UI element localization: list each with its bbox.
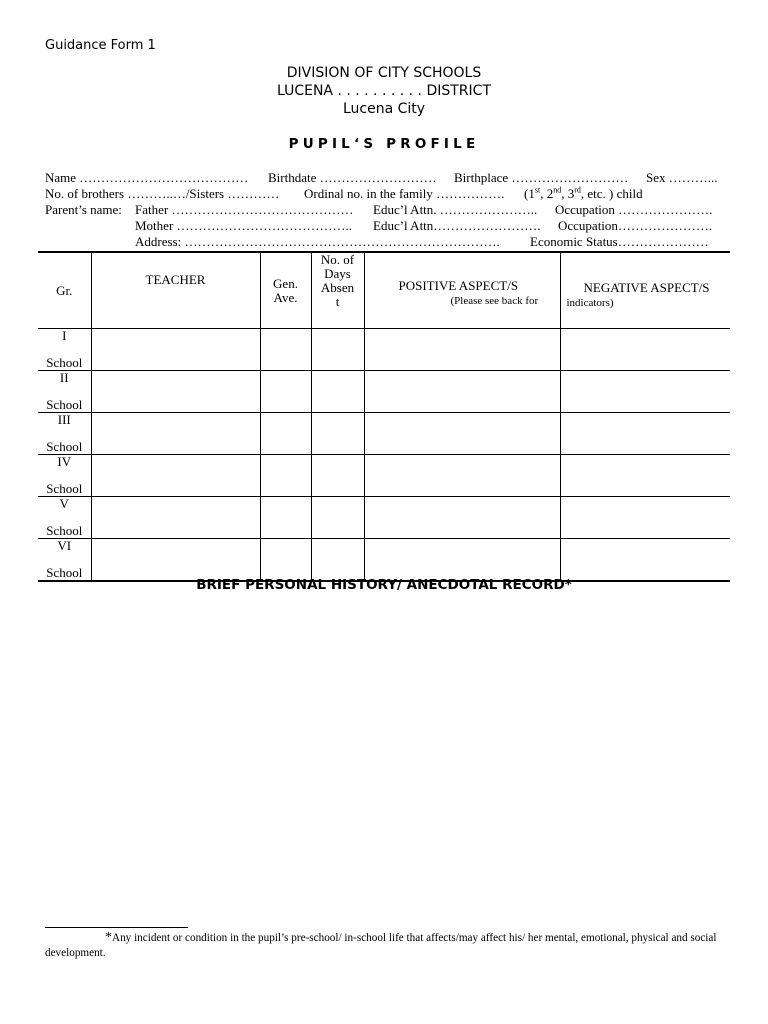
header-city: Lucena City — [342, 101, 426, 117]
negative-aspects-cell[interactable] — [560, 371, 730, 413]
negative-aspects-cell[interactable] — [560, 455, 730, 497]
grade-label: IV — [57, 454, 72, 469]
gen-ave-header — [260, 252, 311, 329]
grade-label: VI — [57, 538, 72, 553]
days-absent-cell[interactable] — [311, 329, 364, 371]
days-absent-header — [311, 252, 364, 329]
gen-ave-cell[interactable] — [260, 455, 311, 497]
negative-aspects-cell[interactable] — [560, 413, 730, 455]
gen-ave-cell[interactable] — [260, 371, 311, 413]
positive-aspects-header — [364, 252, 560, 329]
teacher-cell[interactable] — [91, 329, 260, 371]
grades-table — [38, 251, 730, 582]
table-row — [38, 455, 730, 497]
negative-aspects-cell[interactable] — [560, 539, 730, 582]
positive-aspects-cell[interactable] — [364, 371, 560, 413]
sex-field[interactable]: Sex ………... — [646, 170, 718, 185]
teacher-cell[interactable] — [91, 539, 260, 582]
teacher-header — [91, 252, 260, 329]
days-absent-cell[interactable] — [311, 413, 364, 455]
address-field[interactable]: Address: ………………………………………………………………. — [135, 234, 500, 249]
grade-cell — [38, 371, 91, 413]
page-title: PUPIL‘S PROFILE — [288, 136, 480, 152]
school-label: School — [46, 565, 83, 580]
school-label: School — [46, 481, 83, 496]
days-absent-cell[interactable] — [311, 455, 364, 497]
teacher-cell[interactable] — [91, 455, 260, 497]
grade-cell — [38, 497, 91, 539]
grade-label: III — [57, 412, 71, 427]
footnote-divider — [45, 927, 188, 928]
footnote-asterisk: * — [105, 930, 112, 945]
teacher-cell[interactable] — [91, 371, 260, 413]
grade-cell — [38, 539, 91, 582]
footnote-text: Any incident or condition in the pupil’s pre-school/ in-school life that affects/may affect his/ her mental, emotional, physical and social development. — [45, 932, 717, 959]
grade-label: II — [59, 370, 69, 385]
days-label-3: Absen — [320, 280, 355, 295]
days-absent-cell[interactable] — [311, 539, 364, 582]
gen-ave-cell[interactable] — [260, 539, 311, 582]
days-absent-cell[interactable] — [311, 497, 364, 539]
negative-aspects-note: indicators) — [566, 297, 614, 309]
footnote — [45, 930, 725, 961]
header-division: DIVISION OF CITY SCHOOLS — [286, 65, 482, 81]
birthplace-field[interactable]: Birthplace ……………………… — [454, 170, 629, 185]
negative-aspects-cell[interactable] — [560, 497, 730, 539]
negative-aspects-label: NEGATIVE ASPECT/S — [583, 280, 710, 295]
teacher-cell[interactable] — [91, 497, 260, 539]
siblings-field[interactable]: No. of brothers ………..…/Sisters ………… — [45, 186, 280, 201]
school-label: School — [46, 397, 83, 412]
positive-aspects-label: POSITIVE ASPECT/S — [398, 278, 519, 293]
grade-label: V — [59, 496, 69, 511]
days-label-4: t — [335, 294, 340, 309]
anecdotal-record-title: BRIEF PERSONAL HISTORY/ ANECDOTAL RECORD* — [196, 577, 572, 593]
days-label-2: Days — [324, 266, 351, 281]
ordinal-examples: (1st, 2nd, 3rd, etc. ) child — [524, 185, 643, 201]
table-row — [38, 329, 730, 371]
father-occupation-field[interactable]: Occupation …………………. — [555, 202, 713, 217]
table-row — [38, 413, 730, 455]
school-label: School — [46, 439, 83, 454]
parents-label: Parent’s name: — [45, 202, 122, 217]
gen-ave-cell[interactable] — [260, 329, 311, 371]
positive-aspects-cell[interactable] — [364, 413, 560, 455]
name-field[interactable]: Name ………………………………… — [45, 170, 249, 185]
grade-header — [38, 252, 91, 329]
grade-cell — [38, 329, 91, 371]
mother-occupation-field[interactable]: Occupation…………………. — [558, 218, 713, 233]
teacher-header-label: TEACHER — [145, 272, 206, 287]
father-educ-field[interactable]: Educ’l Attn. ………………….. — [373, 202, 538, 217]
days-label-1: No. of — [320, 252, 355, 267]
school-label: School — [46, 355, 83, 370]
grade-cell — [38, 455, 91, 497]
teacher-cell[interactable] — [91, 413, 260, 455]
birthdate-field[interactable]: Birthdate ……………………… — [268, 170, 437, 185]
table-header-row — [38, 252, 730, 329]
economic-status-field[interactable]: Economic Status………………… — [530, 234, 709, 249]
negative-aspects-header — [560, 252, 730, 329]
gen-ave-label-2: Ave. — [273, 289, 298, 305]
gen-ave-label-1: Gen. — [273, 275, 298, 291]
grade-label: I — [62, 328, 67, 343]
days-absent-cell[interactable] — [311, 371, 364, 413]
gen-ave-cell[interactable] — [260, 497, 311, 539]
form-number: Guidance Form 1 — [45, 38, 156, 53]
table-row — [38, 497, 730, 539]
table-row — [38, 539, 730, 582]
positive-aspects-cell[interactable] — [364, 329, 560, 371]
school-label: School — [46, 523, 83, 538]
ordinal-field[interactable]: Ordinal no. in the family ……………. — [304, 186, 505, 201]
mother-field[interactable]: Mother ………………………………….. — [135, 218, 353, 233]
grade-cell — [38, 413, 91, 455]
positive-aspects-cell[interactable] — [364, 497, 560, 539]
positive-aspects-cell[interactable] — [364, 455, 560, 497]
positive-aspects-cell[interactable] — [364, 539, 560, 582]
positive-aspects-note: (Please see back for — [450, 295, 539, 307]
father-field[interactable]: Father …………………………………… — [135, 202, 354, 217]
grade-header-label: Gr. — [56, 282, 73, 298]
mother-educ-field[interactable]: Educ’l Attn……………………. — [373, 218, 541, 233]
negative-aspects-cell[interactable] — [560, 329, 730, 371]
header-district: LUCENA . . . . . . . . . . DISTRICT — [276, 83, 491, 99]
gen-ave-cell[interactable] — [260, 413, 311, 455]
table-row — [38, 371, 730, 413]
